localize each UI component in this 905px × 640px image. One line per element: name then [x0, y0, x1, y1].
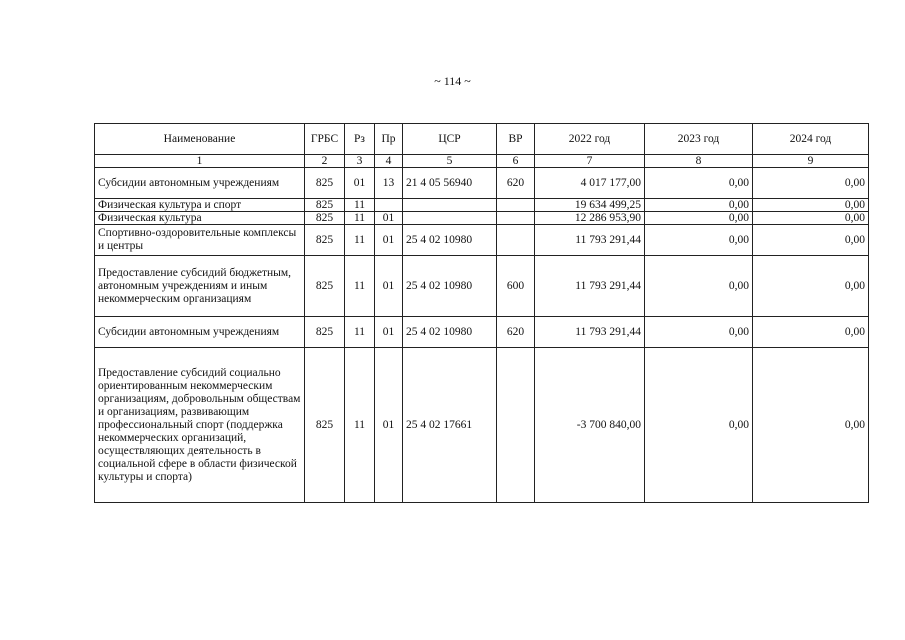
row-2024: 0,00	[753, 348, 869, 503]
row-2024: 0,00	[753, 168, 869, 199]
row-rz: 11	[345, 212, 375, 225]
row-2022: 19 634 499,25	[535, 199, 645, 212]
row-csr: 25 4 02 10980	[403, 225, 497, 256]
header-2024: 2024 год	[753, 124, 869, 155]
column-number: 1	[95, 155, 305, 168]
row-pr: 01	[375, 225, 403, 256]
row-name: Физическая культура и спорт	[95, 199, 305, 212]
row-2022: -3 700 840,00	[535, 348, 645, 503]
header-csr: ЦСР	[403, 124, 497, 155]
row-pr: 01	[375, 317, 403, 348]
row-pr: 01	[375, 212, 403, 225]
table-row	[95, 212, 869, 225]
column-number: 3	[345, 155, 375, 168]
column-number: 4	[375, 155, 403, 168]
column-number: 2	[305, 155, 345, 168]
row-name: Предоставление субсидий социально ориентированным некоммерческим организациям, добровольным обществам и организациям, развивающим профессиональный спорт (поддержка некоммерческих организаций, осуществляющих деятельность в социальной сфере в области физической культуры и спорта)	[95, 348, 305, 503]
row-2024: 0,00	[753, 212, 869, 225]
column-number: 8	[645, 155, 753, 168]
column-number: 6	[497, 155, 535, 168]
row-2023: 0,00	[645, 212, 753, 225]
table-row	[95, 225, 869, 256]
row-csr	[403, 212, 497, 225]
row-pr: 01	[375, 348, 403, 503]
row-rz: 01	[345, 168, 375, 199]
row-2023: 0,00	[645, 348, 753, 503]
table-row	[95, 317, 869, 348]
row-rz: 11	[345, 317, 375, 348]
row-grbs: 825	[305, 348, 345, 503]
row-grbs: 825	[305, 212, 345, 225]
row-grbs: 825	[305, 168, 345, 199]
row-2023: 0,00	[645, 168, 753, 199]
header-grbs: ГРБС	[305, 124, 345, 155]
row-vr: 620	[497, 317, 535, 348]
row-vr: 600	[497, 256, 535, 317]
column-number: 9	[753, 155, 869, 168]
table-row	[95, 256, 869, 317]
header-rz: Рз	[345, 124, 375, 155]
row-2022: 11 793 291,44	[535, 256, 645, 317]
header-pr: Пр	[375, 124, 403, 155]
table-row	[95, 199, 869, 212]
row-2023: 0,00	[645, 225, 753, 256]
column-number: 5	[403, 155, 497, 168]
row-2024: 0,00	[753, 256, 869, 317]
row-csr: 21 4 05 56940	[403, 168, 497, 199]
row-grbs: 825	[305, 256, 345, 317]
row-2023: 0,00	[645, 256, 753, 317]
row-vr	[497, 199, 535, 212]
column-number-row	[95, 155, 869, 168]
column-number: 7	[535, 155, 645, 168]
row-grbs: 825	[305, 199, 345, 212]
row-csr: 25 4 02 10980	[403, 256, 497, 317]
row-2023: 0,00	[645, 199, 753, 212]
row-csr: 25 4 02 10980	[403, 317, 497, 348]
row-2024: 0,00	[753, 317, 869, 348]
budget-table	[94, 123, 869, 503]
row-pr	[375, 199, 403, 212]
row-rz: 11	[345, 348, 375, 503]
row-name: Субсидии автономным учреждениям	[95, 168, 305, 199]
header-2023: 2023 год	[645, 124, 753, 155]
row-csr	[403, 199, 497, 212]
row-vr	[497, 225, 535, 256]
row-2022: 12 286 953,90	[535, 212, 645, 225]
row-2024: 0,00	[753, 199, 869, 212]
row-grbs: 825	[305, 225, 345, 256]
row-name: Физическая культура	[95, 212, 305, 225]
row-2022: 11 793 291,44	[535, 317, 645, 348]
row-vr: 620	[497, 168, 535, 199]
row-name: Спортивно-оздоровительные комплексы и центры	[95, 225, 305, 256]
row-2022: 4 017 177,00	[535, 168, 645, 199]
row-csr: 25 4 02 17661	[403, 348, 497, 503]
row-2024: 0,00	[753, 225, 869, 256]
page-number: ~ 114 ~	[434, 74, 471, 88]
row-rz: 11	[345, 256, 375, 317]
header-name: Наименование	[95, 124, 305, 155]
row-vr	[497, 348, 535, 503]
row-2023: 0,00	[645, 317, 753, 348]
row-name: Субсидии автономным учреждениям	[95, 317, 305, 348]
row-pr: 01	[375, 256, 403, 317]
row-name: Предоставление субсидий бюджетным, автономным учреждениям и иным некоммерческим организациям	[95, 256, 305, 317]
header-vr: ВР	[497, 124, 535, 155]
row-2022: 11 793 291,44	[535, 225, 645, 256]
row-vr	[497, 212, 535, 225]
row-pr: 13	[375, 168, 403, 199]
row-rz: 11	[345, 225, 375, 256]
row-rz: 11	[345, 199, 375, 212]
header-row	[95, 124, 869, 155]
table-row	[95, 168, 869, 199]
table-row	[95, 348, 869, 503]
header-2022: 2022 год	[535, 124, 645, 155]
row-grbs: 825	[305, 317, 345, 348]
